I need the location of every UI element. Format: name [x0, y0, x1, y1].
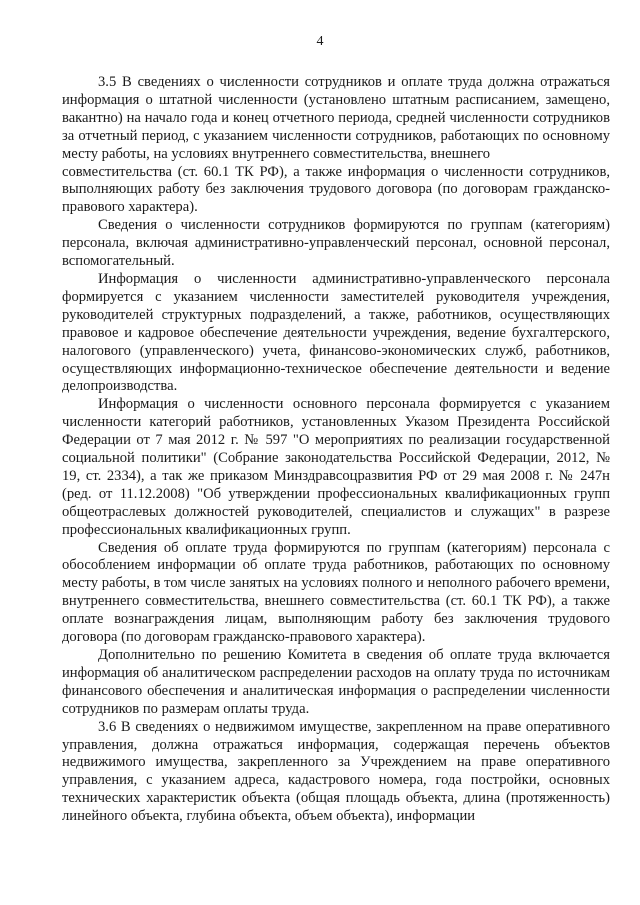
paragraph-main-staff: Информация о численности основного персонала формируется с указанием численности категорий работников, установленных Указом Президента Российской Федерации от 7 мая 2012 г. № 597 "О мероприятиях по реализации государственной социальной политики" (Собрание законодательства Российской Федерации, 2012, № 19, ст. 2334), а так же приказом Минздравсоцразвития РФ от 29 мая 2008 г. № 247н (ред. от 11.12.2008) "Об утверждении профессиональных квалификационных групп общеотраслевых должностей руководителей, специалистов и служащих" в разрезе профессиональных квалификационных групп. [62, 396, 610, 538]
paragraph-admin-staff: Информация о численности административно-управленческого персонала формируется с указанием численности заместителей руководителя учреждения, руководителей структурных подразделений, а также, работников, осуществляющих правовое и кадровое обеспечение деятельности учреждения, ведение бухгалтерского, налогового (управленческого) учета, финансово-экономических служб, работников, осуществляющих информационно-техническое обеспечение деятельности и ведение делопроизводства. [62, 270, 610, 395]
document-body [62, 74, 610, 826]
paragraph-staff-groups: Сведения о численности сотрудников формируются по группам (категориям) персонала, включая административно-управленческий персонал, основной персонал, вспомогательный. [62, 217, 610, 270]
paragraph-additional-payroll: Дополнительно по решению Комитета в сведения об оплате труда включается информация об аналитическом распределении расходов на оплату труда по источникам финансового обеспечения и аналитическая информация о распределении численности сотрудников по размерам оплаты труда. [62, 647, 610, 717]
paragraph-3-5-staff-info: 3.5 В сведениях о численности сотрудников и оплате труда должна отражаться информация о штатной численности (установлено штатным расписанием, замещено, вакантно) на начало года и конец отчетного периода, средней численности сотрудников за отчетный период, с указанием численности сотрудников, работающих по основному месту работы, на условиях внутреннего совместительства, внешнего [62, 74, 610, 162]
paragraph-3-5-continuation: совместительства (ст. 60.1 ТК РФ), а также информация о численности сотрудников, выполняющих работу без заключения трудового договора (по договорам гражданско-правового характера). [62, 163, 610, 216]
paragraph-3-6-real-estate: 3.6 В сведениях о недвижимом имуществе, закрепленном на праве оперативного управления, должна отражаться информация, содержащая перечень объектов недвижимого имущества, закрепленного за Учреждением на праве оперативного управления, с указанием адреса, кадастрового номера, года постройки, основных технических характеристик объекта (общая площадь объекта, длина (протяженность) линейного объекта, глубина объекта, объем объекта), информации [62, 718, 610, 825]
page-number: 4 [316, 34, 324, 49]
paragraph-payroll: Сведения об оплате труда формируются по группам (категориям) персонала с обособлением информации об оплате труда работников, работающих по основному месту работы, в том числе занятых на условиях полного и неполного рабочего времени, внутреннего совместительства, внешнего совместительства (ст. 60.1 ТК РФ), а также оплате вознаграждения лицам, выполняющим работу без заключения трудового договора (по договорам гражданско-правового характера). [62, 539, 610, 646]
